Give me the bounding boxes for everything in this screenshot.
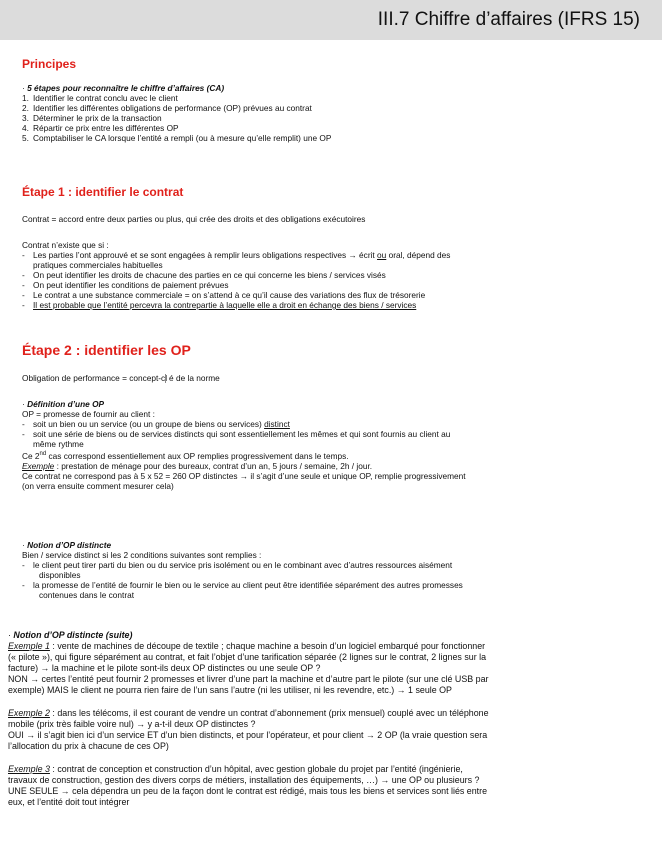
- example-line: Exemple : prestation de ménage pour des bureaux, contrat d’un an, 5 jours / semaine, 2h / jour.: [22, 460, 373, 471]
- etape1-section: [22, 185, 642, 199]
- condition-4: - Le contrat a une substance commerciale = on s’attend à ce qu’il cause des variations des flux de trésorerie: [22, 290, 426, 300]
- step-1: 1. Identifier le contrat conclu avec le client: [22, 93, 178, 103]
- principes-section: [22, 57, 642, 71]
- op-line: OP = promesse de fournir au client :: [22, 409, 155, 419]
- condition-1: - Les parties l’ont approuvé et se sont engagées à remplir leurs obligations respectives → écrit ou oral, dépend des pratiques commerciales habituelles: [22, 250, 451, 270]
- conditions-list: [22, 250, 642, 310]
- etape1-conditions: [22, 240, 642, 310]
- op-item-1: - soit un bien ou un service (ou un groupe de biens ou services) distinct: [22, 419, 290, 429]
- etape2-definition: Obligation de performance = concept-cl é de la norme: [22, 373, 220, 383]
- op-item-2: - soit une série de biens ou de services distincts qui sont essentiellement les mêmes et qui sont fournis au client au même rythme: [22, 429, 451, 449]
- op-list: [22, 419, 642, 449]
- def-op-block: [22, 399, 642, 491]
- notion-item-1: - le client peut tirer parti du bien ou du service pris isolément ou en le combinant avec d’autres ressources aisément disponibles: [22, 560, 453, 580]
- condition-2: - On peut identifier les droits de chacune des parties en ce qui concerne les biens / services visés: [22, 270, 386, 280]
- example-2: Exemple 2 : dans les télécoms, il est courant de vendre un contrat d’abonnement (prix mensuel) couplé avec un téléphone mobile (prix très faible voire nul) → y a-t-il deux OP distinctes ? OUI → il s’agit bien ici d’un service ET d’un bien distincts, et pour l’opérateur, et pour client → 2 OP (la vraie question sera l’allocation du prix à chacune de ces OP): [8, 708, 489, 751]
- step-2: 2. Identifier les différentes obligations de performance (OP) prévues au contrat: [22, 103, 312, 113]
- step-4: 4. Répartir ce prix entre les différentes OP: [22, 123, 179, 133]
- example-3: Exemple 3 : contrat de conception et construction d’un hôpital, avec gestion globale du projet par l’entité (ingénierie, travaux de construction, gestion des divers corps de métiers, installation des équipements, …) → une OP ou plusieurs ? UNE SEULE → cela dépendra un peu de la façon dont le contrat est rédigé, mais tous les biens et services sont liés entre eux, et l’entité doit tout intégrer: [8, 764, 488, 807]
- conditions-intro: Contrat n’existe que si :: [22, 240, 109, 250]
- notion-title: · Notion d’OP distincte: [22, 540, 112, 550]
- notion-block: [22, 540, 642, 600]
- def-op-title: · Définition d’une OP: [22, 399, 105, 409]
- title-bar: [0, 0, 662, 40]
- example-line-2: Ce contrat ne correspond pas à 5 x 52 = 260 OP distinctes → il s’agit d’une seule et unique OP, remplie progressivement: [22, 470, 466, 481]
- principes-heading: Principes: [22, 57, 77, 71]
- example-line-3: (on verra ensuite comment mesurer cela): [22, 480, 174, 491]
- suite-title: · Notion d’OP distincte (suite): [8, 630, 133, 640]
- suite-block: [8, 630, 656, 808]
- principes-steps: [22, 83, 642, 143]
- etape1-definition: Contrat = accord entre deux parties ou plus, qui crée des droits et des obligations exécutoires: [22, 214, 366, 224]
- etape2-section: [22, 342, 642, 358]
- step-5: 5. Comptabiliser le CA lorsque l’entité a rempli (ou à mesure qu’elle remplit) une OP: [22, 133, 332, 143]
- condition-5: - Il est probable que l’entité percevra la contrepartie à laquelle elle a droit en échange des biens / services: [22, 300, 417, 310]
- notion-item-2: - la promesse de l’entité de fournir le bien ou le service au client peut être identifiée séparément des autres promesses contenues dans le contrat: [22, 580, 463, 600]
- notion-list: [22, 560, 642, 600]
- steps-list: [22, 93, 642, 143]
- condition-3: - On peut identifier les conditions de paiement prévues: [22, 280, 229, 290]
- second-case: Ce 2nd cas correspond essentiellement aux OP remplies progressivement dans le temps.: [22, 450, 349, 461]
- page-title: III.7 Chiffre d’affaires (IFRS 15): [377, 9, 640, 30]
- step-3: 3. Déterminer le prix de la transaction: [22, 113, 162, 123]
- etape1-heading: Étape 1 : identifier le contrat: [22, 185, 184, 199]
- etape2-heading: Étape 2 : identifier les OP: [22, 342, 191, 358]
- example-1: Exemple 1 : vente de machines de découpe de textile ; chaque machine a besoin d’un logiciel embarqué pour fonctionner (« pilote »), qui figure séparément au contrat, et fait l’objet d’une tarification séparée (2 lignes sur le contrat, 2 lignes sur la facture) → la machine et le pilote sont-ils deux OP distinctes ou une seule OP ? NON → certes l’entité peut fournir 2 promesses et livrer d’une part la machine et d’autre part le pilote (sur une clé USB par exemple) MAIS le client ne pourra rien faire de l’un sans l’autre (ni les utiliser, ni les revendre, etc.) → 1 seule OP: [8, 641, 489, 695]
- notion-line: Bien / service distinct si les 2 conditions suivantes sont remplies :: [22, 550, 262, 560]
- steps-subheading: · 5 étapes pour reconnaître le chiffre d’affaires (CA): [22, 83, 225, 93]
